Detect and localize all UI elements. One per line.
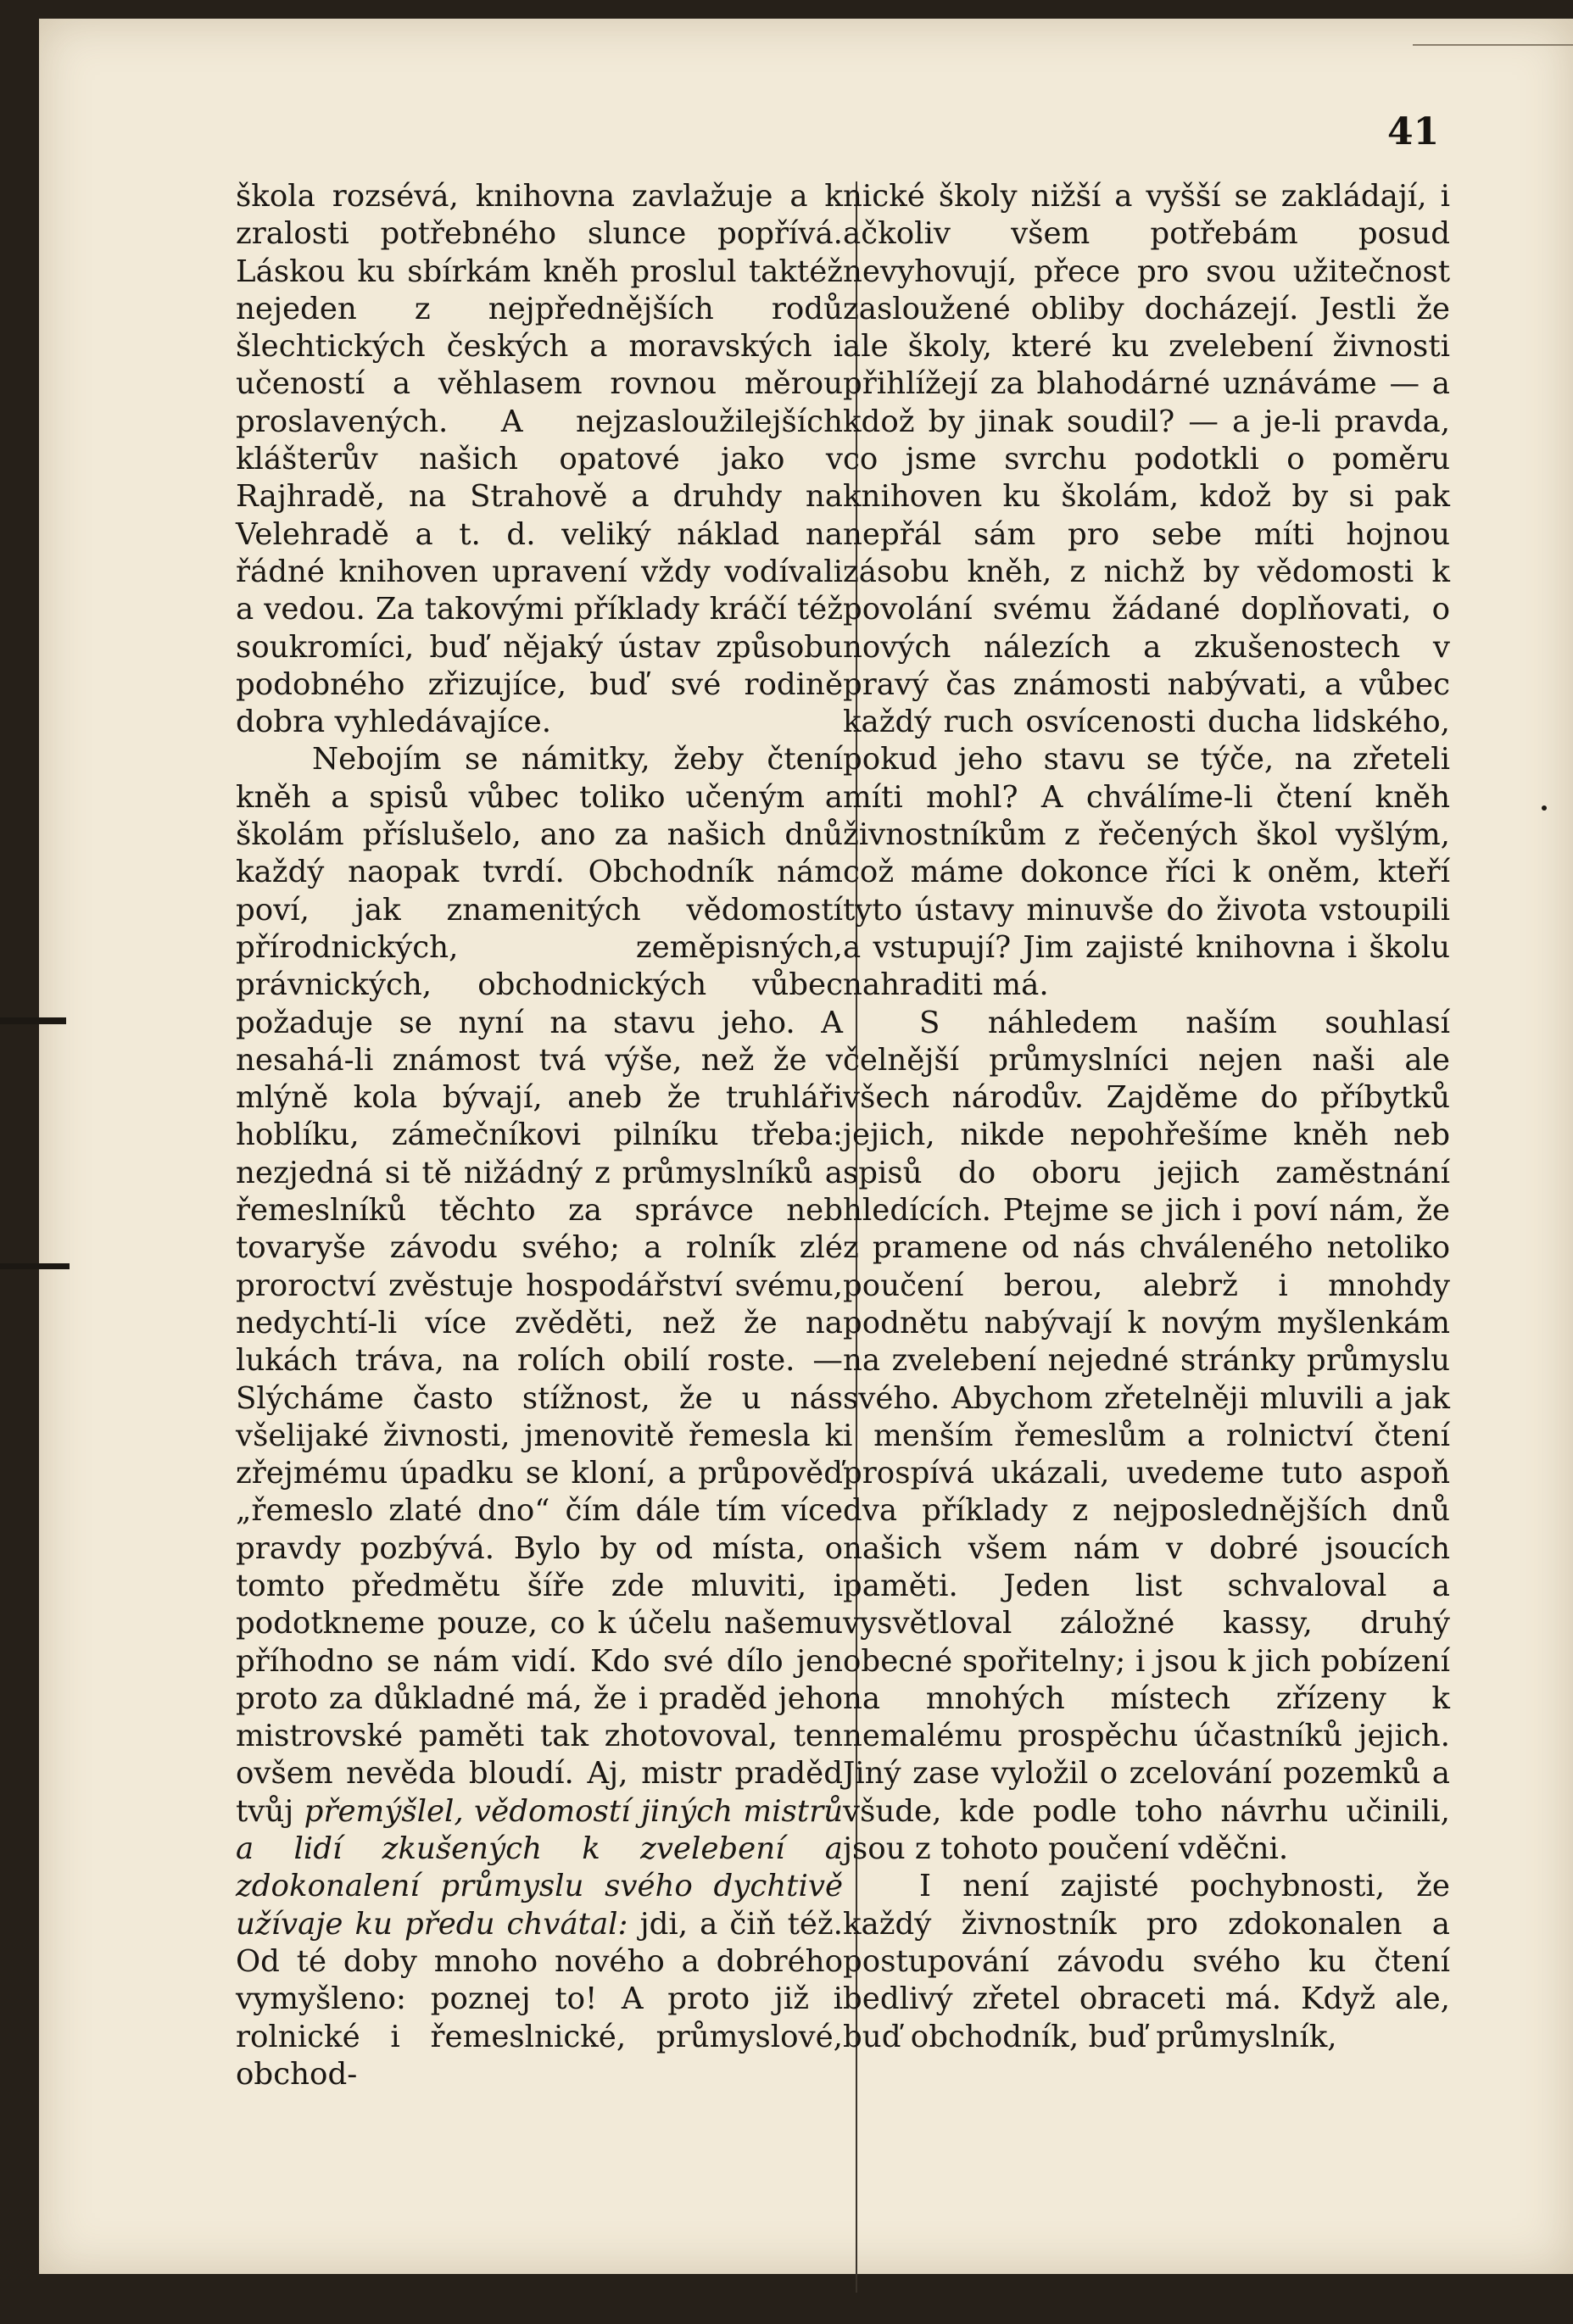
left-p1-text: škola rozsévá, knihovna zavlažuje a k zralosti potřebného slunce popřívá. Láskou ku sbírkám kněh proslul taktéž nejeden z nejpřednějších rodů šlechtických českých a moravských i učeností a věhlasem rovnou měrou proslavených. A nejzasloužilejších klášterův našich opatové jako v Rajhradě, na Strahově a druhdy na Velehradě a t. d. veliký náklad na řádné knihoven upravení vždy vodívali a vedou. Za takovými příklady kráčí též soukromíci, buď nějaký ústav způsobu podobného zřizujíce, buď své rodině dobra vyhledávajíce. xyxy=(236,179,843,740)
page-edge-line xyxy=(1413,44,1573,46)
right-paragraph-1 xyxy=(843,178,1450,1005)
right-paragraph-3 xyxy=(843,1868,1450,2055)
right-column xyxy=(843,178,1450,2056)
margin-dot xyxy=(1542,805,1547,811)
left-paragraph-1 xyxy=(236,178,843,741)
right-p2-text: S náhledem naším souhlasí čelnější průmyslníci nejen naši ale všech národův. Zajděme do příbytků jejich, nikde nepohřešíme kněh neb spisů do oboru jejich zaměstnání hledících. Ptejme se jich i poví nám, že z pramene od nás chváleného netoliko poučení berou, alebrž i mnohdy podnětu nabývají k novým myšlenkám na zvelebení nejedné stránky průmyslu svého. Abychom zřetelněji mluvili a jak i menším řemeslům a rolnictví čtení prospívá ukázali, uvedeme tuto aspoň dva příklady z nejposlednějších dnů našich všem nám v dobré jsoucích paměti. Jeden list schvaloval a vysvětloval záložné kassy, druhý obecné spořitelny; i jsou k jich pobízení na mnohých místech zřízeny k nemalému prospěchu účastníků jejich. Jiný zase vyložil o zcelování pozemků a všude, kde podle toho návrhu učinili, jsou z tohoto poučení vděčni. xyxy=(843,1005,1450,1867)
left-p2-italic-text: přemýšlel, vědomostí jiných mistrů a lidí zkušených k zvelebení a zdokonalení průmyslu svého dychtivě užívaje ku předu chvátal: xyxy=(236,1793,843,1942)
page-number: 41 xyxy=(1387,110,1440,153)
right-paragraph-2 xyxy=(843,1005,1450,1869)
right-p1-text: nické školy nižší a vyšší se zakládají, i ačkoliv všem potřebám posud nevyhovují, přece pro svou užitečnost zasloužené obliby docházejí. Jestli že ale školy, které ku zvelebení živnosti přihlížejí za blahodárné uznáváme — a kdož by jinak soudil? — a je-li pravda, co jsme svrchu podotkli o poměru knihoven ku školám, kdož by si pak nepřál sám pro sebe míti hojnou zásobu kněh, z nichž by vědomosti k povolání svému žádané doplňovati, o nových nálezích a zkušenostech v pravý čas známosti nabývati, a vůbec každý ruch osvícenosti ducha lidského, pokud jeho stavu se týče, na zřeteli míti mohl? A chválíme-li čtení kněh živnostníkům z řečených škol vyšlým, což máme dokonce říci k oněm, kteří tyto ústavy minuvše do života vstoupili a vstupují? Jim zajisté knihovna i školu nahraditi má. xyxy=(843,179,1450,1003)
left-paragraph-2 xyxy=(236,741,843,2093)
book-page xyxy=(39,19,1573,2274)
right-p3-text: I není zajisté pochybnosti, že každý živnostník pro zdokonalen a postupování závodu svého ku čtení bedlivý zřetel obraceti má. Když ale, buď obchodník, buď průmyslník, xyxy=(843,1869,1450,2054)
margin-mark-1 xyxy=(0,1017,66,1024)
margin-mark-2 xyxy=(0,1263,70,1269)
left-column xyxy=(236,178,843,2093)
left-p2-text-a: Nebojím se námitky, žeby čtení kněh a spisů vůbec toliko učeným a školám příslušelo, ano za našich dnů každý naopak tvrdí. Obchodník nám poví, jak znamenitých vědomostí přírodnických, zeměpisných, právnických, obchodnických vůbec požaduje se nyní na stavu jeho. A nesahá-li známost tvá výše, než že v mlýně kola bývají, aneb že truhláři hoblíku, zámečníkovi pilníku třeba: nezjedná si tě nižádný z průmyslníků a řemeslníků těchto za správce neb tovaryše závodu svého; a rolník zlé proroctví zvěstuje hospodářství svému, nedychtí-li více zvěděti, než že na lukách tráva, na rolích obilí roste. — Slýcháme často stížnost, že u nás všelijaké živnosti, jmenovitě řemesla k zřejmému úpadku se kloní, a průpověď „řemeslo zlaté dno“ čím dále tím více pravdy pozbývá. Bylo by od místa, o tomto předmětu šíře zde mluviti, i podotkneme pouze, co k účelu našemu příhodno se nám vidí. Kdo své dílo jen proto za důkladné má, že i praděd jeho mistrovské paměti tak zhotovoval, ten ovšem nevěda bloudí. Aj, mistr praděd tvůj xyxy=(236,742,843,1829)
left-p2-text-b: jdi, a čiň též. Od té doby mnoho nového a dobrého vymyšleno: poznej to! A proto již i rolnické i řemeslnické, průmyslové, obchod- xyxy=(236,1906,843,2092)
